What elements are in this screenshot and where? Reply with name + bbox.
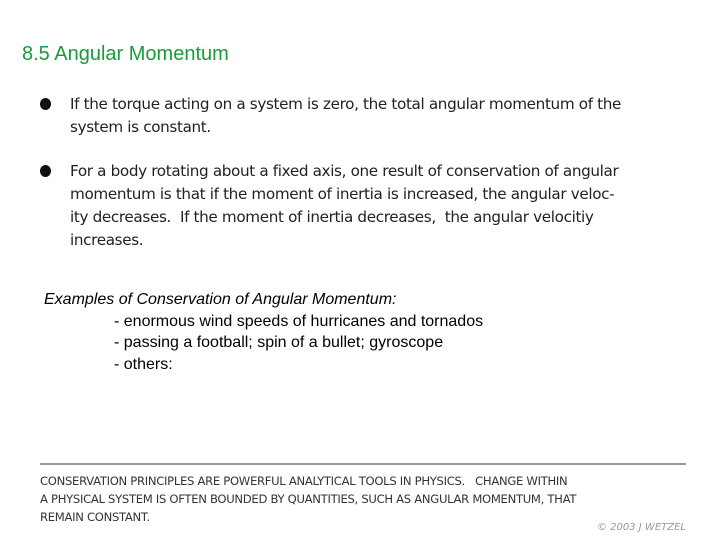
- example-item: - passing a football; spin of a bullet; gyroscope: [114, 334, 444, 351]
- example-item: - enormous wind speeds of hurricanes and tornados: [114, 312, 484, 330]
- footer-text: [40, 472, 576, 526]
- bullet-dot-icon: [40, 98, 51, 110]
- bullet-line: ity decreases. If the moment of inertia decreases, the angular velocitiy: [70, 208, 594, 226]
- slide-title: 8.5 Angular Momentum: [22, 43, 229, 65]
- footer-line: A PHYSICAL SYSTEM IS OFTEN BOUNDED BY QUANTITIES, SUCH AS ANGULAR MOMENTUM, THAT: [40, 492, 577, 506]
- copyright: © 2003 J WETZEL: [597, 522, 686, 533]
- example-item: - others:: [114, 355, 173, 373]
- examples-heading: Examples of Conservation of Angular Momentum:: [44, 291, 397, 308]
- bullet-line: momentum is that if the moment of inertia is increased, the angular veloc-: [70, 185, 615, 203]
- bullet-line: For a body rotating about a fixed axis, one result of conservation of angular: [70, 162, 619, 180]
- bullet-dot-icon: [40, 165, 51, 177]
- bullet-line: If the torque acting on a system is zero, the total angular momentum of the: [70, 95, 622, 113]
- examples-block: [44, 289, 483, 375]
- footer-divider: [40, 463, 686, 465]
- bullet-line: system is constant.: [70, 118, 211, 136]
- footer-line: CONSERVATION PRINCIPLES ARE POWERFUL ANALYTICAL TOOLS IN PHYSICS. CHANGE WITHIN: [40, 474, 568, 488]
- footer-line: REMAIN CONSTANT.: [40, 510, 150, 524]
- bullet-text: [70, 160, 618, 252]
- bullet-line: increases.: [70, 231, 144, 249]
- bullet-text: [70, 93, 621, 139]
